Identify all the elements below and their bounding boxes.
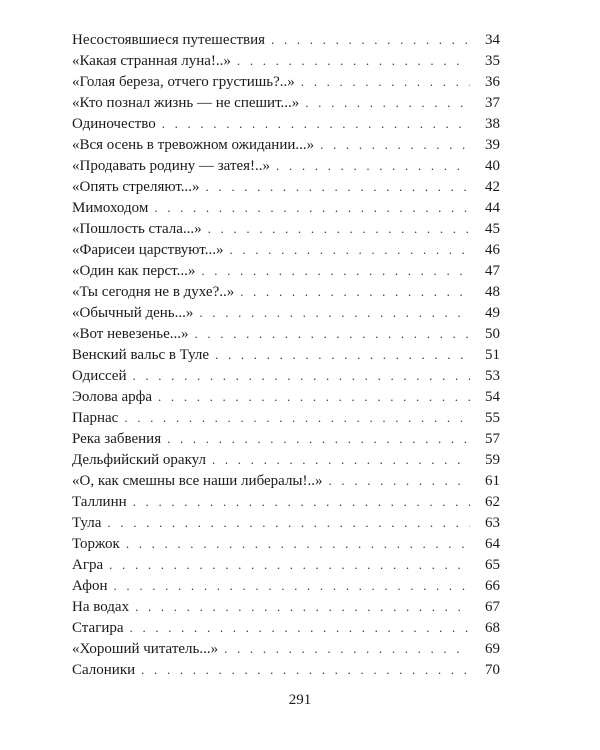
toc-entry [72, 344, 500, 365]
dot-leader [201, 260, 470, 281]
toc-entry [72, 512, 500, 533]
toc-entry [72, 260, 500, 281]
dot-leader [305, 92, 470, 113]
toc-entry-title: Дельфийский оракул [72, 452, 206, 468]
dot-leader [215, 344, 470, 365]
toc-entry-title: На водах [72, 599, 130, 615]
dot-leader [167, 428, 470, 449]
toc-entry-title: Эолова арфа [72, 389, 153, 405]
dot-leader [195, 323, 471, 344]
dot-leader [329, 470, 470, 491]
toc-entry-page: 54 [485, 389, 500, 405]
toc-entry [72, 50, 500, 71]
dot-leader [240, 281, 470, 302]
toc-entry [72, 638, 500, 659]
toc-entry-title: «Кто познал жизнь — не спешит...» [72, 95, 300, 111]
toc-entry-page: 36 [485, 74, 500, 90]
dot-leader [126, 533, 470, 554]
toc-entry-page: 53 [485, 368, 500, 384]
toc-entry-page: 70 [485, 662, 500, 678]
toc-entry-page: 55 [485, 410, 500, 426]
toc-entry [72, 71, 500, 92]
dot-leader [212, 449, 470, 470]
toc-entry [72, 176, 500, 197]
toc-entry-page: 68 [485, 620, 500, 636]
toc-entry-title: «Вот невезенье...» [72, 326, 189, 342]
dot-leader [133, 491, 470, 512]
toc-entry-page: 64 [485, 536, 500, 552]
toc-entry [72, 533, 500, 554]
dot-leader [158, 386, 470, 407]
toc-entry-title: «Ты сегодня не в духе?..» [72, 284, 235, 300]
toc-entry [72, 29, 500, 50]
toc-entry-page: 50 [485, 326, 500, 342]
toc-entry-page: 40 [485, 158, 500, 174]
toc-entry [72, 218, 500, 239]
toc-entry [72, 197, 500, 218]
toc-entry [72, 281, 500, 302]
toc-entry-title: Река забвения [72, 431, 162, 447]
dot-leader [237, 50, 470, 71]
toc-entry-page: 59 [485, 452, 500, 468]
toc-entry [72, 554, 500, 575]
dot-leader [114, 575, 470, 596]
toc-entry-title: «Один как перст...» [72, 263, 196, 279]
toc-entry [72, 428, 500, 449]
toc-entry [72, 617, 500, 638]
toc-entry-title: «Голая береза, отчего грустишь?..» [72, 74, 295, 90]
toc-entry-title: Несостоявшиеся путешествия [72, 32, 266, 48]
toc-entry-title: Таллинн [72, 494, 127, 510]
toc-entry-title: Стагира [72, 620, 124, 636]
toc-entry-page: 35 [485, 53, 500, 69]
toc-entry-page: 46 [485, 242, 500, 258]
toc-entry-title: «Продавать родину — затея!..» [72, 158, 271, 174]
dot-leader [199, 302, 470, 323]
table-of-contents [72, 29, 500, 680]
toc-entry-title: «Вся осень в тревожном ожидании...» [72, 137, 315, 153]
dot-leader [224, 638, 470, 659]
toc-entry [72, 134, 500, 155]
toc-entry [72, 575, 500, 596]
toc-entry [72, 323, 500, 344]
dot-leader [206, 176, 470, 197]
toc-entry [72, 302, 500, 323]
toc-entry-title: «Опять стреляют...» [72, 179, 200, 195]
toc-entry-title: Мимоходом [72, 200, 149, 216]
dot-leader [301, 71, 470, 92]
toc-entry [72, 239, 500, 260]
toc-entry-title: Одиссей [72, 368, 127, 384]
toc-entry [72, 92, 500, 113]
toc-entry-title: «Фарисеи царствуют...» [72, 242, 224, 258]
page-number: 291 [288, 692, 312, 708]
toc-entry-page: 38 [485, 116, 500, 132]
toc-entry-title: Торжок [72, 536, 120, 552]
toc-entry-page: 66 [485, 578, 500, 594]
toc-entry-title: Парнас [72, 410, 119, 426]
toc-entry [72, 113, 500, 134]
toc-entry-title: «Какая странная луна!..» [72, 53, 231, 69]
toc-entry-page: 39 [485, 137, 500, 153]
toc-entry-page: 45 [485, 221, 500, 237]
dot-leader [271, 29, 470, 50]
toc-entry-title: «О, как смешны все наши либералы!..» [72, 473, 323, 489]
toc-entry [72, 596, 500, 617]
toc-entry-page: 49 [485, 305, 500, 321]
toc-entry-page: 51 [485, 347, 500, 363]
toc-entry-page: 63 [485, 515, 500, 531]
toc-entry-title: Афон [72, 578, 108, 594]
toc-entry-page: 42 [485, 179, 500, 195]
dot-leader [132, 365, 470, 386]
toc-entry-page: 67 [485, 599, 500, 615]
toc-entry-title: Агра [72, 557, 104, 573]
toc-entry-page: 37 [485, 95, 500, 111]
toc-entry-page: 65 [485, 557, 500, 573]
toc-entry-title: «Пошлость стала...» [72, 221, 202, 237]
toc-entry [72, 407, 500, 428]
toc-entry [72, 470, 500, 491]
toc-entry-title: Салоники [72, 662, 136, 678]
toc-entry [72, 155, 500, 176]
dot-leader [276, 155, 470, 176]
dot-leader [107, 512, 470, 533]
toc-entry-title: «Обычный день...» [72, 305, 194, 321]
dot-leader [208, 218, 470, 239]
dot-leader [320, 134, 470, 155]
toc-entry-page: 48 [485, 284, 500, 300]
dot-leader [154, 197, 470, 218]
toc-entry-page: 69 [485, 641, 500, 657]
toc-entry-page: 62 [485, 494, 500, 510]
toc-entry [72, 449, 500, 470]
toc-entry-page: 57 [485, 431, 500, 447]
dot-leader [162, 113, 470, 134]
toc-entry-page: 34 [485, 32, 500, 48]
toc-entry [72, 365, 500, 386]
dot-leader [124, 407, 470, 428]
toc-entry [72, 386, 500, 407]
toc-entry-title: Тула [72, 515, 102, 531]
toc-entry-title: Одиночество [72, 116, 156, 132]
toc-entry-page: 44 [485, 200, 500, 216]
dot-leader [229, 239, 470, 260]
dot-leader [135, 596, 470, 617]
dot-leader [109, 554, 470, 575]
toc-entry-page: 61 [485, 473, 500, 489]
toc-entry-title: «Хороший читатель...» [72, 641, 219, 657]
dot-leader [141, 659, 470, 680]
toc-entry [72, 491, 500, 512]
toc-entry-title: Венский вальс в Туле [72, 347, 210, 363]
toc-entry [72, 659, 500, 680]
toc-entry-page: 47 [485, 263, 500, 279]
dot-leader [130, 617, 470, 638]
